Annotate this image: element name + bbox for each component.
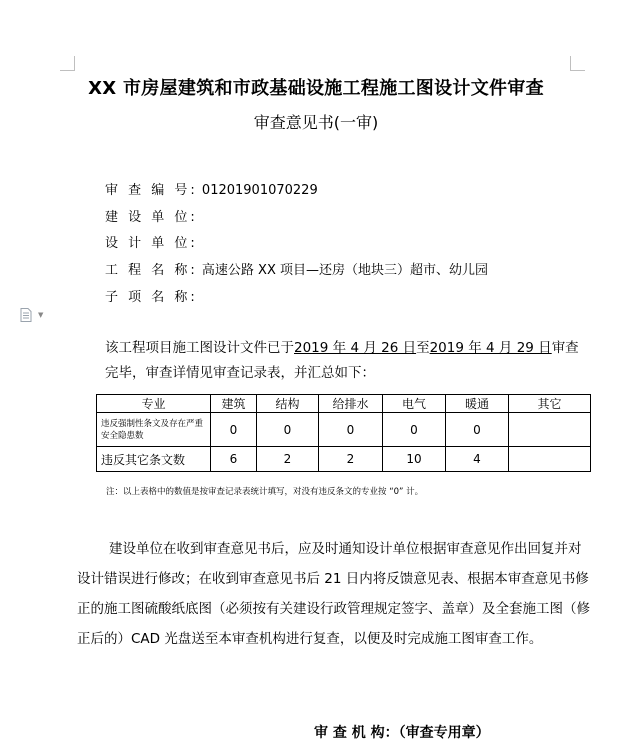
table-header: 其它 bbox=[509, 395, 591, 413]
review-organization bbox=[314, 722, 490, 742]
document-title: XX 市房屋建筑和市政基础设施工程施工图设计文件审查 bbox=[88, 78, 544, 99]
seal-text: （审查专用章） bbox=[398, 725, 490, 741]
start-date: 2019 年 4 月 26 日 bbox=[294, 340, 417, 356]
intro-middle: 至 bbox=[416, 340, 430, 356]
field-label: 建 设 单 位: bbox=[105, 210, 198, 225]
field-label: 设 计 单 位: bbox=[105, 236, 198, 251]
body-text: 建设单位在收到审查意见书后，应及时通知设计单位根据审查意见作出回复并对设计错误进行修改；在收到审查意见书后 21 日内将反馈意见表、根据本审查意见书修正的施工图硫酸纸底图（必须按有关建设行政管理规定签字、盖章）及全套施工图（修正后的）CAD 光盘送至本审查机构进行复查，以便及时完成施工图审查工作。 bbox=[77, 541, 590, 647]
intro-suffix: 审查完毕，审查详情见审查记录表，并汇总如下： bbox=[105, 340, 579, 381]
end-date: 2019 年 4 月 29 日 bbox=[429, 340, 552, 356]
body-paragraph bbox=[77, 534, 591, 654]
row-label: 违反强制性条文及存在严重安全隐患数 bbox=[97, 413, 211, 447]
field-label: 子 项 名 称: bbox=[105, 290, 198, 305]
chevron-down-icon[interactable]: ▼ bbox=[38, 311, 44, 319]
table-header: 给排水 bbox=[319, 395, 383, 413]
field-value: 高速公路 XX 项目—还房（地块三）超市、幼儿园 bbox=[201, 263, 488, 278]
table-cell: 6 bbox=[211, 447, 257, 472]
table-row bbox=[97, 447, 591, 472]
table-header: 专业 bbox=[97, 395, 211, 413]
crop-mark-top-right bbox=[570, 56, 585, 71]
field-value: 01201901070229 bbox=[201, 183, 318, 198]
intro-paragraph bbox=[105, 336, 591, 386]
table-cell: 4 bbox=[446, 447, 509, 472]
table-header: 电气 bbox=[383, 395, 446, 413]
table-cell bbox=[509, 447, 591, 472]
field-review-number bbox=[105, 179, 318, 198]
table-note: 注：以上表格中的数值是按审查记录表统计填写，对没有违反条文的专业按 “0” 计。 bbox=[106, 487, 424, 497]
field-project-name bbox=[105, 259, 488, 278]
field-design-unit bbox=[105, 232, 198, 251]
field-construction-unit bbox=[105, 206, 198, 225]
table-cell: 2 bbox=[257, 447, 319, 472]
table-header-row bbox=[97, 395, 591, 413]
table-header: 暖通 bbox=[446, 395, 509, 413]
row-label: 违反其它条文数 bbox=[97, 447, 211, 472]
table-cell: 0 bbox=[257, 413, 319, 447]
document-icon[interactable] bbox=[20, 308, 32, 322]
table-cell: 0 bbox=[446, 413, 509, 447]
field-label: 工 程 名 称: bbox=[105, 263, 198, 278]
crop-mark-top-left bbox=[60, 56, 75, 71]
table-header: 结构 bbox=[257, 395, 319, 413]
table-cell: 2 bbox=[319, 447, 383, 472]
table-cell: 10 bbox=[383, 447, 446, 472]
table-cell: 0 bbox=[319, 413, 383, 447]
document-subtitle: 审查意见书(一审) bbox=[253, 113, 379, 132]
review-summary-table bbox=[96, 394, 591, 472]
table-header: 建筑 bbox=[211, 395, 257, 413]
org-label: 审 查 机 构： bbox=[314, 725, 399, 741]
table-cell: 0 bbox=[211, 413, 257, 447]
table-row bbox=[97, 413, 591, 447]
table-cell: 0 bbox=[383, 413, 446, 447]
field-label: 审 查 编 号: bbox=[105, 183, 198, 198]
intro-prefix: 该工程项目施工图设计文件已于 bbox=[105, 340, 294, 356]
table-cell bbox=[509, 413, 591, 447]
field-sub-item-name bbox=[105, 286, 198, 305]
